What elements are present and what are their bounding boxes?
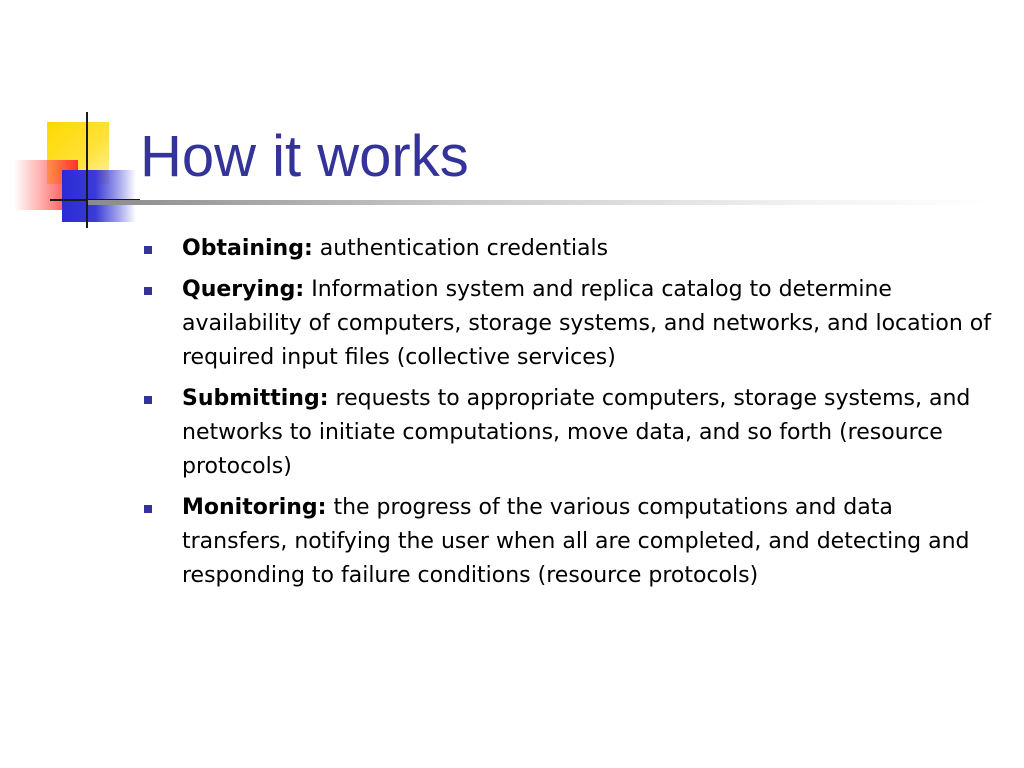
bullet-item-submitting (140, 382, 1000, 484)
bullet-term: Submitting: (182, 386, 329, 411)
bullet-item-obtaining (140, 232, 1000, 266)
title-underline (88, 200, 988, 205)
bullet-text: Information system and replica catalog to determine availability of computers, storage systems, and networks, and location of required input files (collective services) (182, 277, 991, 370)
vertical-line-decoration (86, 112, 88, 228)
bullet-item-querying (140, 273, 1000, 375)
bullet-term: Monitoring: (182, 495, 327, 520)
bullet-term: Obtaining: (182, 236, 313, 261)
bullet-text: the progress of the various computations and data transfers, notifying the user when all are completed, and detecting and responding to failure conditions (resource protocols) (182, 495, 970, 588)
square-bullet-icon (144, 396, 152, 404)
square-bullet-icon (144, 505, 152, 513)
blue-square-decoration (62, 170, 136, 222)
bullet-list (140, 232, 1000, 600)
bullet-item-monitoring (140, 491, 1000, 593)
slide-title: How it works (140, 124, 469, 189)
square-bullet-icon (144, 246, 152, 254)
bullet-term: Querying: (182, 277, 305, 302)
square-bullet-icon (144, 287, 152, 295)
bullet-text: requests to appropriate computers, storage systems, and networks to initiate computations, move data, and so forth (resource protocols) (182, 386, 971, 479)
bullet-text: authentication credentials (312, 236, 609, 261)
